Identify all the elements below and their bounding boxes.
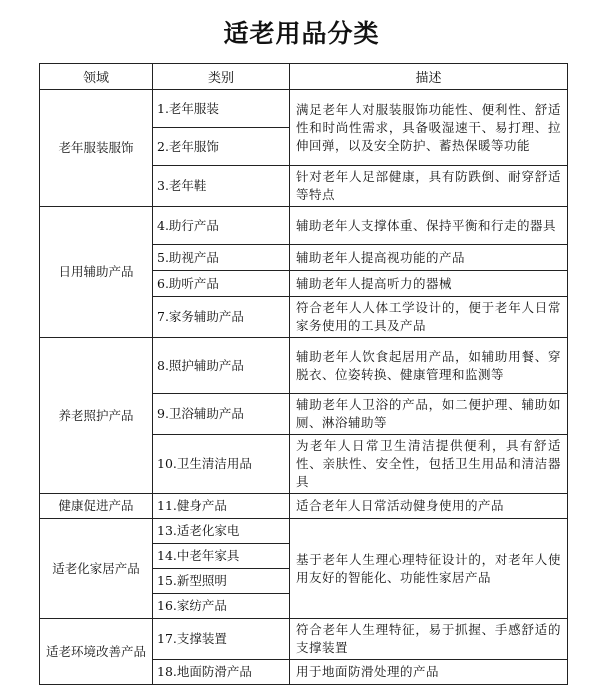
category-cell: 2.老年服饰 <box>153 128 290 166</box>
category-cell: 10.卫生清洁用品 <box>153 435 290 494</box>
description-cell: 为老年人日常卫生清洁提供便利，具有舒适性、亲肤性、安全性，包括卫生用品和清洁器具 <box>290 435 568 494</box>
description-cell: 辅助老年人卫浴的产品，如二便护理、辅助如厕、淋浴辅助等 <box>290 394 568 435</box>
description-cell: 符合老年人生理特征，易于抓握、手感舒适的支撑装置 <box>290 619 568 660</box>
table-header-row <box>40 64 568 90</box>
description-cell: 基于老年人生理心理特征设计的，对老年人使用友好的智能化、功能性家居产品 <box>290 519 568 619</box>
page-title: 适老用品分类 <box>223 19 380 48</box>
description-cell: 符合老年人人体工学设计的，便于老年人日常家务使用的工具及产品 <box>290 297 568 338</box>
domain-cell: 适老环境改善产品 <box>40 619 153 685</box>
category-cell: 4.助行产品 <box>153 207 290 245</box>
description-cell: 辅助老年人饮食起居用产品，如辅助用餐、穿脱衣、位姿转换、健康管理和监测等 <box>290 338 568 394</box>
domain-cell: 健康促进产品 <box>40 494 153 519</box>
description-cell: 辅助老年人支撑体重、保持平衡和行走的器具 <box>290 207 568 245</box>
domain-cell: 养老照护产品 <box>40 338 153 494</box>
table-row <box>40 494 568 519</box>
category-cell: 7.家务辅助产品 <box>153 297 290 338</box>
domain-cell: 适老化家居产品 <box>40 519 153 619</box>
category-cell: 5.助视产品 <box>153 245 290 271</box>
domain-cell: 日用辅助产品 <box>40 207 153 338</box>
domain-cell: 老年服装服饰 <box>40 90 153 207</box>
category-cell: 3.老年鞋 <box>153 166 290 207</box>
table-row <box>40 90 568 128</box>
description-cell: 辅助老年人提高听力的器械 <box>290 271 568 297</box>
table-row <box>40 338 568 394</box>
table-row <box>40 519 568 544</box>
description-cell: 辅助老年人提高视功能的产品 <box>290 245 568 271</box>
category-cell: 18.地面防滑产品 <box>153 660 290 685</box>
category-cell: 11.健身产品 <box>153 494 290 519</box>
description-cell: 针对老年人足部健康，具有防跌倒、耐穿舒适等特点 <box>290 166 568 207</box>
description-cell: 用于地面防滑处理的产品 <box>290 660 568 685</box>
header-domain: 领域 <box>40 64 153 90</box>
description-cell: 适合老年人日常活动健身使用的产品 <box>290 494 568 519</box>
category-cell: 13.适老化家电 <box>153 519 290 544</box>
description-cell: 满足老年人对服装服饰功能性、便利性、舒适性和时尚性需求，具备吸湿速干、易打理、拉伸回弹，以及安全防护、蓄热保暖等功能 <box>290 90 568 166</box>
header-description: 描述 <box>290 64 568 90</box>
category-table <box>39 63 568 685</box>
category-cell: 6.助听产品 <box>153 271 290 297</box>
category-cell: 9.卫浴辅助产品 <box>153 394 290 435</box>
category-cell: 17.支撑装置 <box>153 619 290 660</box>
category-cell: 16.家纺产品 <box>153 594 290 619</box>
table-row <box>40 619 568 660</box>
category-cell: 14.中老年家具 <box>153 544 290 569</box>
category-cell: 8.照护辅助产品 <box>153 338 290 394</box>
header-category: 类别 <box>153 64 290 90</box>
category-cell: 1.老年服装 <box>153 90 290 128</box>
table-row <box>40 207 568 245</box>
category-cell: 15.新型照明 <box>153 569 290 594</box>
